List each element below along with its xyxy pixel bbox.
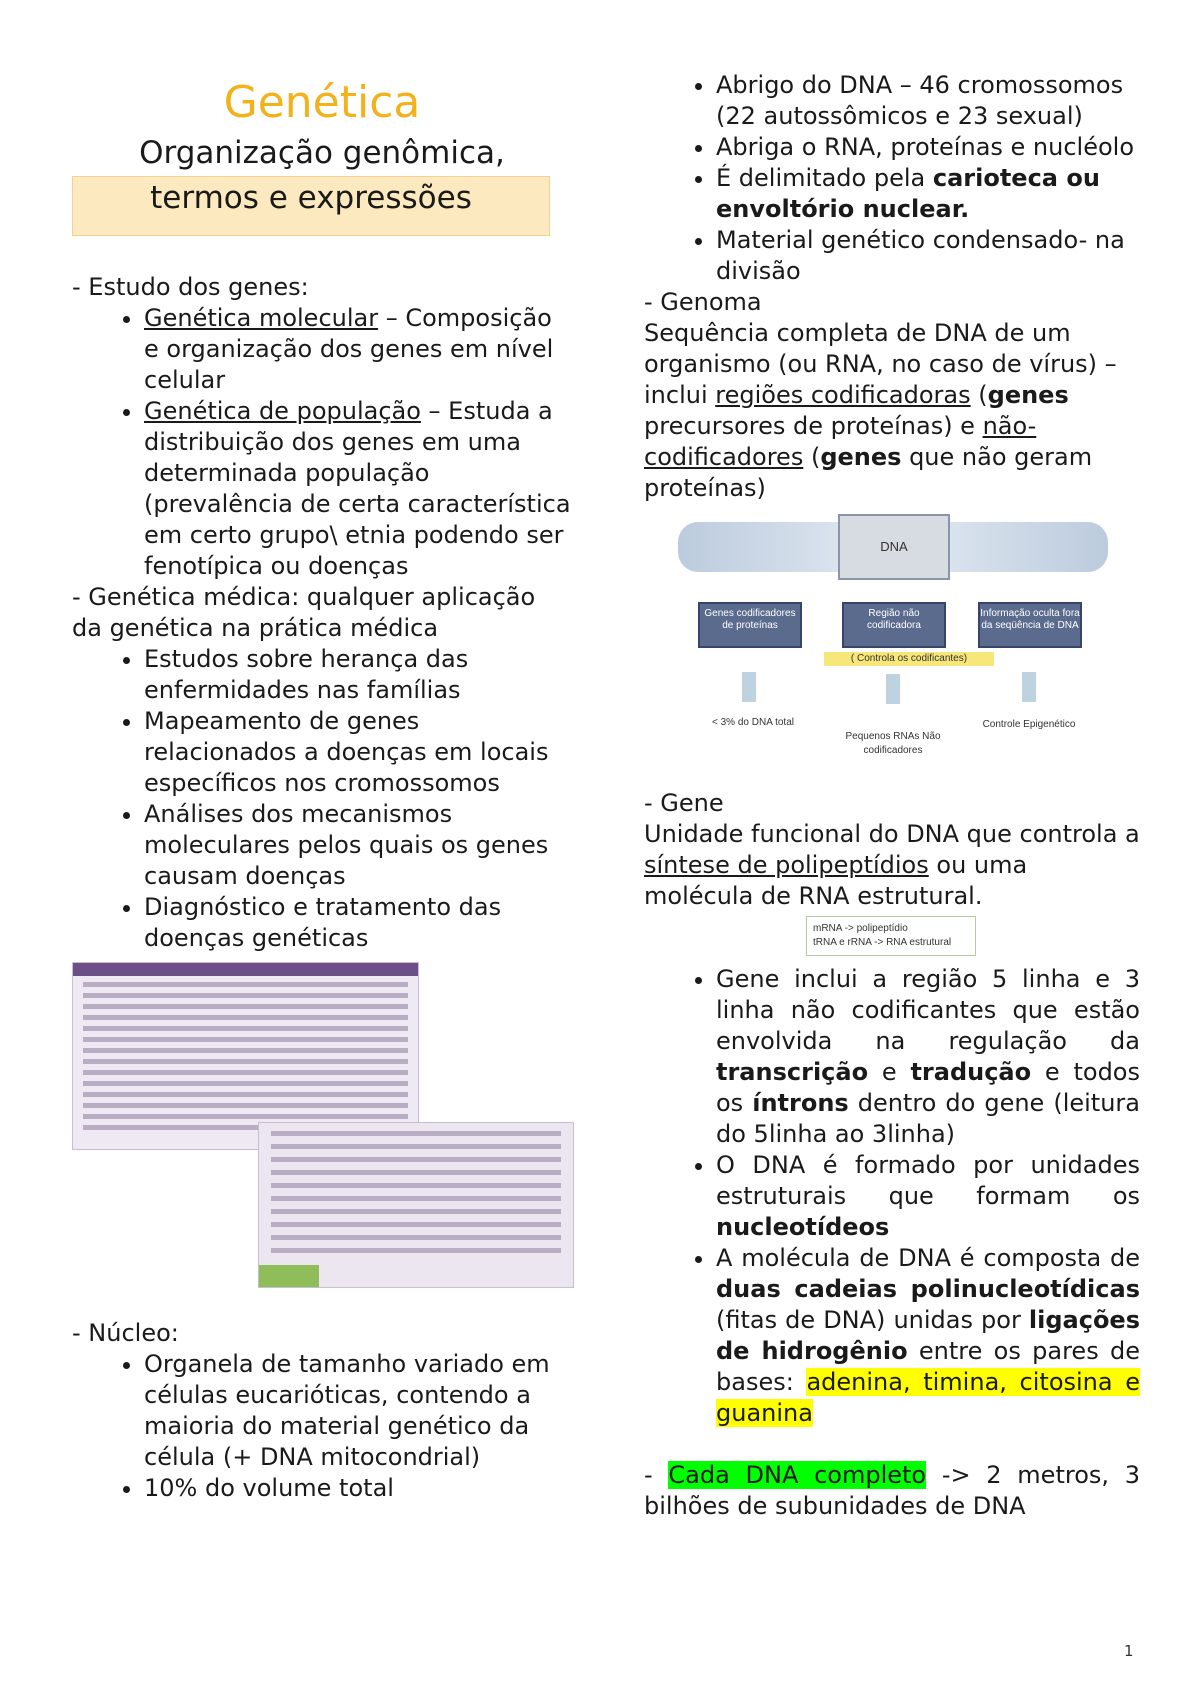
text-span: precursores de proteínas) e xyxy=(644,412,983,440)
term-cadeias-polinucleotidicas: duas cadeias polinucleotídicas xyxy=(716,1275,1140,1303)
arrow-icon xyxy=(742,672,756,702)
estudo-list xyxy=(72,303,572,582)
disease-table-figure xyxy=(72,962,572,1292)
list-item xyxy=(144,396,572,582)
text-span: A molécula de DNA é composta de xyxy=(716,1244,1140,1272)
term-introns: íntrons xyxy=(752,1089,849,1117)
term-sintese-polipeptidios: síntese de polipeptídios xyxy=(644,851,929,879)
text-span: e todos os xyxy=(716,1058,1140,1117)
genoma-header: - Genoma xyxy=(644,288,762,316)
medica-header: - Genética médica: qualquer aplicação da genética na prática médica xyxy=(72,583,536,642)
document-title: Genética xyxy=(223,77,421,128)
term-genetica-populacao: Genética de população xyxy=(144,397,421,425)
dna-label-epigenetico: Controle Epigenético xyxy=(982,719,1076,730)
term-nao-codificadores: não-codificadores xyxy=(644,412,1037,471)
text-span: entre os pares de bases: xyxy=(716,1337,1140,1396)
nucleo-list xyxy=(72,1349,572,1504)
rna-note-line-1: mRNA -> polipeptídio xyxy=(813,923,908,934)
text-span: dentro do gene (leitura do 5linha ao 3linha) xyxy=(716,1089,1140,1148)
term-genetica-molecular: Genética molecular xyxy=(144,304,379,332)
text-span: O DNA é formado por unidades estruturais que formam os xyxy=(716,1151,1140,1210)
medica-list xyxy=(72,644,572,954)
list-item: • Diagnóstico e tratamento das doenças genéticas xyxy=(144,892,572,954)
list-item: • Mapeamento de genes relacionados a doenças em locais específicos nos cromossomos xyxy=(144,706,572,799)
term-traducao: tradução xyxy=(910,1058,1032,1086)
list-item: • 10% do volume total xyxy=(144,1473,572,1504)
list-item xyxy=(716,163,1140,225)
dna-note-controla: ( Controla os codificantes) xyxy=(824,652,994,666)
text-span: - xyxy=(644,1461,669,1489)
term-carioteca: carioteca ou envoltório nuclear. xyxy=(716,164,1100,223)
term-transcricao: transcrição xyxy=(716,1058,869,1086)
highlight-bases: adenina, timina, citosina e guanina xyxy=(716,1368,1140,1427)
list-item: • Organela de tamanho variado em células eucarióticas, contendo a maioria do material genético da célula (+ DNA mitocondrial) xyxy=(144,1349,572,1473)
term-genes: genes xyxy=(987,381,1069,409)
text-span: ( xyxy=(970,381,988,409)
nucleo-header: - Núcleo: xyxy=(72,1319,179,1347)
rna-note-line-2: tRNA e rRNA -> RNA estrutural xyxy=(813,937,952,948)
gene-paragraph xyxy=(644,819,1140,912)
left-column xyxy=(72,70,572,1504)
dna-box-informacao-oculta: Informação oculta fora da seqüência de DNA xyxy=(978,602,1082,648)
highlight-cada-dna: Cada DNA completo xyxy=(668,1461,927,1489)
disease-table-image-2 xyxy=(258,1122,574,1288)
text-span: (fitas de DNA) unidas por xyxy=(716,1306,1029,1334)
nucleo-list-continued xyxy=(644,70,1140,287)
cada-dna-paragraph xyxy=(644,1460,1140,1522)
subtitle-line-2: termos e expressões xyxy=(72,176,550,236)
term-genes: genes xyxy=(820,443,902,471)
term-ligacoes-hidrogenio: ligações de hidrogênio xyxy=(716,1306,1140,1365)
arrow-icon xyxy=(886,674,900,704)
text-span: Sequência completa de DNA de um organismo (ou RNA, no caso de vírus) – inclui xyxy=(644,319,1117,409)
list-item: • Abrigo do DNA – 46 cromossomos (22 autossômicos e 23 sexual) xyxy=(716,70,1140,132)
list-item xyxy=(144,303,572,396)
text-span: ou uma molécula de RNA estrutural. xyxy=(644,851,1028,910)
list-item xyxy=(716,964,1140,1150)
arrow-icon xyxy=(1022,672,1036,702)
text-span: que não geram proteínas) xyxy=(644,443,1093,502)
term-description: – Estuda a distribuição dos genes em uma determinada população (prevalência de certa característica em certo grupo\ etnia podendo ser fenotípica ou doenças xyxy=(144,397,571,580)
gene-header: - Gene xyxy=(644,789,724,817)
estudo-header: - Estudo dos genes: xyxy=(72,273,309,301)
genoma-paragraph xyxy=(644,318,1140,504)
text-span: Gene inclui a região 5 linha e 3 linha não codificantes que estão envolvida na regulação da xyxy=(716,965,1140,1055)
text-span: Unidade funcional do DNA que controla a xyxy=(644,820,1140,848)
list-item: • Abriga o RNA, proteínas e nucléolo xyxy=(716,132,1140,163)
list-item xyxy=(716,1150,1140,1243)
text-span: -> 2 metros, 3 bilhões de subunidades de DNA xyxy=(644,1461,1140,1520)
list-item xyxy=(716,1243,1140,1429)
text-span: É delimitado pela xyxy=(716,164,933,192)
text-span: ( xyxy=(803,443,821,471)
dna-box-codificadores: Genes codificadores de proteínas xyxy=(698,602,802,648)
list-item: • Material genético condensado- na divisão xyxy=(716,225,1140,287)
list-item: • Análises dos mecanismos moleculares pelos quais os genes causam doenças xyxy=(144,799,572,892)
dna-diagram-figure xyxy=(678,512,1108,778)
term-nucleotideos: nucleotídeos xyxy=(716,1213,890,1241)
list-item: • Estudos sobre herança das enfermidades nas famílias xyxy=(144,644,572,706)
term-regioes-codificadoras: regiões codificadoras xyxy=(715,381,971,409)
dna-label-pequenos-rnas: Pequenos RNAs Não codificadores xyxy=(845,731,941,756)
text-span: e xyxy=(868,1058,911,1086)
dna-box-nao-codificadora: Região não codificadora xyxy=(842,602,946,648)
dna-center-box: DNA xyxy=(838,514,950,580)
dna-label-total: < 3% do DNA total xyxy=(712,717,794,728)
rna-note-figure xyxy=(806,916,976,956)
gene-list xyxy=(644,964,1140,1429)
right-column xyxy=(644,70,1140,1522)
term-description: – Composição e organização dos genes em nível celular xyxy=(144,304,554,394)
page-number: 1 xyxy=(1124,1642,1134,1660)
subtitle-line-1: Organização genômica, xyxy=(139,135,505,171)
